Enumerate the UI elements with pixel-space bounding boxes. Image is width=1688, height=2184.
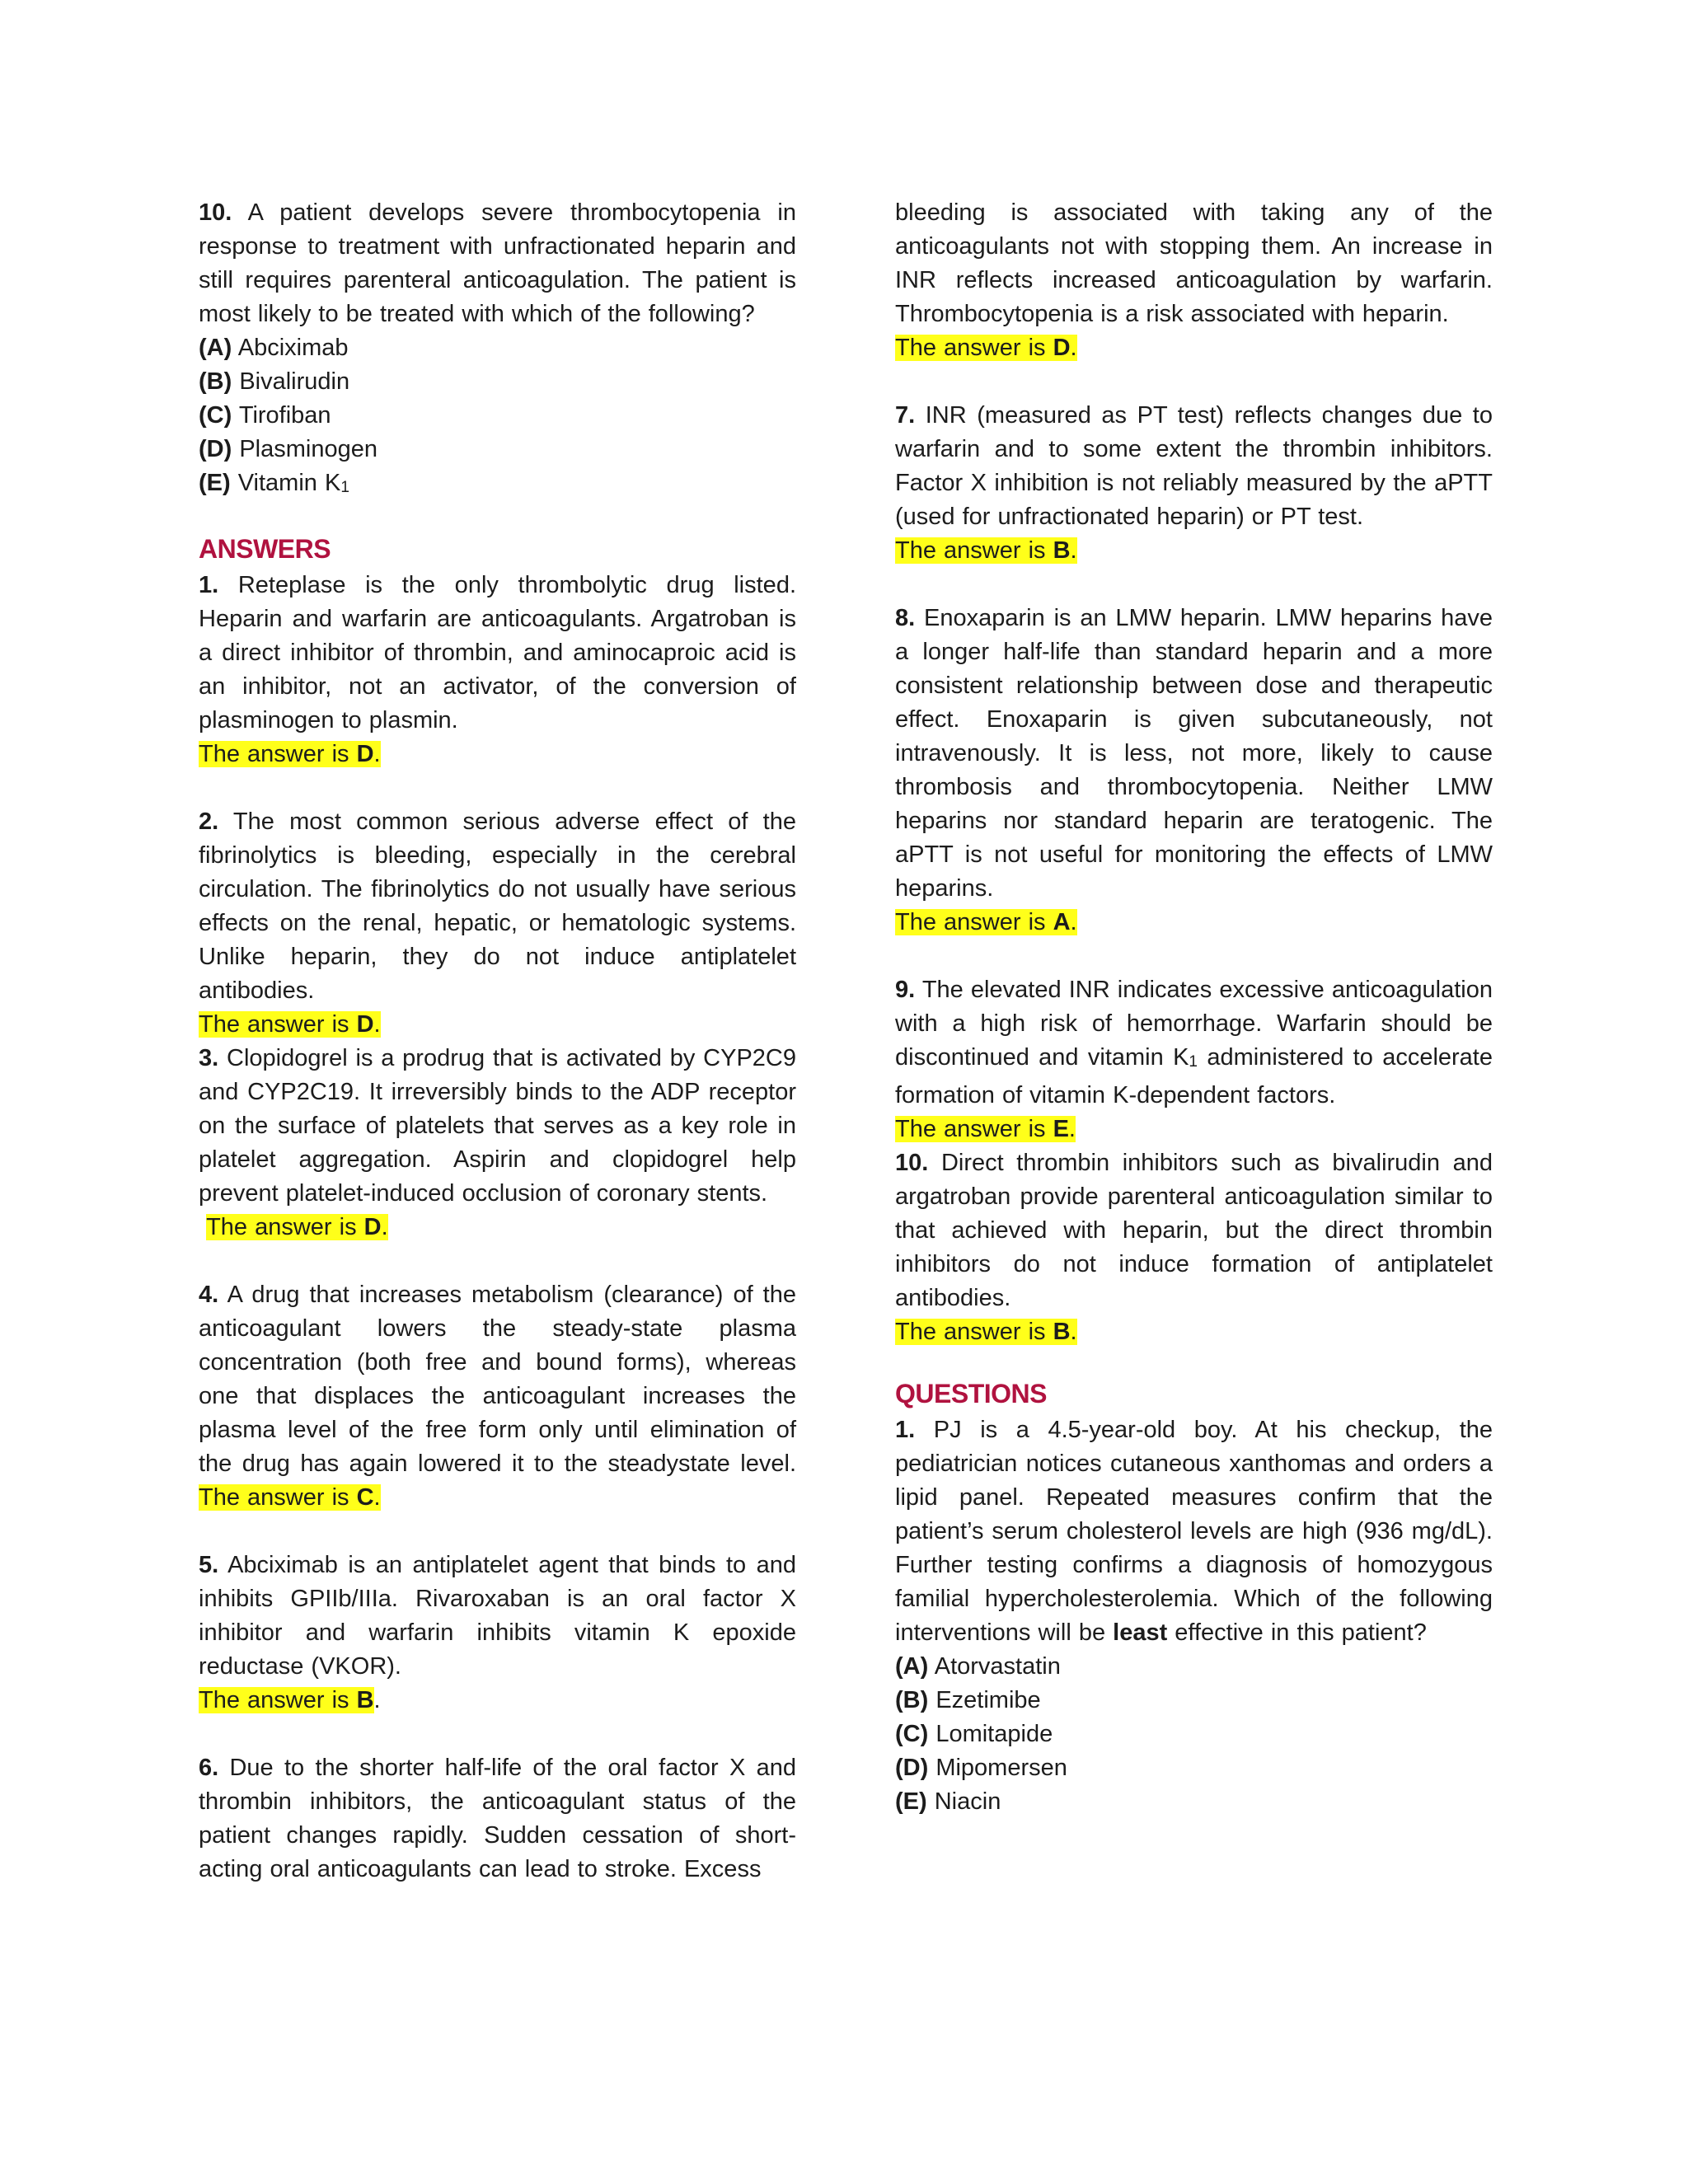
answer-highlight (199, 1484, 381, 1511)
answer-number: 2. (199, 808, 219, 835)
answer-highlight (895, 537, 1077, 564)
answer-number: 5. (199, 1552, 219, 1578)
answer-number: 9. (895, 977, 916, 1003)
answer-letter: A (1053, 909, 1071, 935)
answer-prefix: The answer is (206, 1214, 364, 1240)
answer-explanation: A drug that increases metabolism (clearance) of the anticoagulant lowers the steady-state plasma concentration (both free and bound forms), whereas one that displaces the anticoagulant increases the plasma level of the free form only until elimination of the drug has again lowered it to the steadystate level. (199, 1282, 796, 1477)
option-letter: (E) (895, 1788, 927, 1815)
answer-explanation: The elevated INR indicates excessive anticoagulation with a high risk of hemorrhage. Warfarin should be discontinued and vitamin K (895, 977, 1493, 1071)
answer-number: 10. (895, 1150, 929, 1176)
answer-explanation: INR (measured as PT test) reflects changes due to warfarin and to some extent the thrombin inhibitors. Factor X inhibition is not reliably measured by the aPTT (used for unfractionated heparin) or PT test. (895, 402, 1493, 530)
question-number: 1. (895, 1417, 916, 1443)
answer-highlight (895, 1319, 1077, 1345)
answer-3 (199, 1042, 796, 1211)
answer-suffix: . (373, 1484, 381, 1511)
answer-prefix: The answer is (895, 335, 1053, 361)
option-text: Bivalirudin (239, 368, 350, 395)
answer-7 (895, 399, 1493, 534)
option-text: Plasminogen (239, 436, 377, 462)
subscript: 1 (1189, 1053, 1198, 1071)
question-1 (895, 1413, 1493, 1650)
answer-letter: D (356, 741, 374, 767)
answer-line (199, 738, 796, 771)
option-c (895, 1718, 1493, 1751)
answer-explanation: Reteplase is the only thrombolytic drug listed. Heparin and warfarin are anticoagulants. Argatroban is a direct inhibitor of thrombin, and aminocaproic acid is an inhibitor, not an activator, of the conversion of plasminogen to plasmin. (199, 572, 797, 733)
answer-explanation: Clopidogrel is a prodrug that is activated by CYP2C9 and CYP2C19. It irreversibly binds to the ADP receptor on the surface of platelets that serves as a key role in platelet aggregation. Aspirin and clopidogrel help prevent platelet-induced occlusion of coronary stents. (199, 1045, 796, 1207)
option-c (199, 399, 796, 433)
answer-explanation: bleeding is associated with taking any of the anticoagulants not with stopping them. An increase in INR reflects increased anticoagulation by warfarin. Thrombocytopenia is a risk associated with heparin. (895, 199, 1493, 327)
answer-suffix: . (1068, 1116, 1076, 1142)
option-text: Mipomersen (935, 1755, 1067, 1781)
questions-heading: QUESTIONS (895, 1379, 1047, 1408)
option-e (895, 1785, 1493, 1819)
answer-letter: D (1053, 335, 1071, 361)
answer-number: 1. (199, 572, 219, 598)
option-letter: (B) (895, 1687, 929, 1713)
answer-suffix: . (1070, 335, 1077, 361)
option-text: Lomitapide (935, 1721, 1053, 1747)
answer-number: 3. (199, 1045, 219, 1071)
question-stem: A patient develops severe thrombocytopenia in response to treatment with unfractionated heparin and still requires parenteral anticoagulation. The patient is most likely to be treated with which of the following? (199, 199, 796, 327)
option-b (199, 365, 796, 399)
answer-explanation: Enoxaparin is an LMW heparin. LMW heparins have a longer half-life than standard heparin and a more consistent relationship between dose and therapeutic effect. Enoxaparin is given subcutaneously, not intravenously. It is less, not more, likely to cause thrombosis and thrombocytopenia. Neither LMW heparins nor standard heparin are teratogenic. The aPTT is not useful for monitoring the effects of LMW heparins. (895, 605, 1493, 902)
answer-line (895, 906, 1493, 940)
answer-prefix: The answer is (895, 537, 1053, 564)
answer-suffix: . (381, 1214, 388, 1240)
option-text: Atorvastatin (934, 1653, 1061, 1680)
option-letter: (C) (895, 1721, 929, 1747)
answer-suffix: . (373, 1011, 381, 1038)
answer-highlight (895, 335, 1077, 361)
option-text: Niacin (934, 1788, 1001, 1815)
answer-explanation: Due to the shorter half-life of the oral factor X and thrombin inhibitors, the anticoagulant status of the patient changes rapidly. Sudden cessation of short-acting oral anticoagulants can lead to stroke. Excess (199, 1755, 796, 1882)
option-d (895, 1751, 1493, 1785)
subscript: 1 (340, 479, 349, 496)
option-text: Vitamin K (237, 470, 341, 496)
answer-suffix: . (1070, 1319, 1077, 1345)
answer-6-continued (895, 196, 1493, 331)
question-1-options (895, 1650, 1493, 1819)
answer-letter: D (363, 1214, 382, 1240)
answer-line (895, 331, 1493, 365)
option-text: Tirofiban (238, 402, 331, 429)
answer-4 (199, 1278, 796, 1515)
option-b (895, 1684, 1493, 1718)
option-e (199, 466, 796, 504)
answer-6 (199, 1751, 796, 1886)
option-text: Abciximab (237, 335, 349, 361)
answer-highlight (199, 1011, 381, 1038)
option-text: Ezetimibe (935, 1687, 1041, 1713)
option-d (199, 433, 796, 466)
answer-2 (199, 805, 796, 1008)
question-stem-cont: effective in this patient? (1167, 1619, 1427, 1646)
answer-prefix: The answer is (895, 1116, 1053, 1142)
right-column (895, 196, 1493, 1819)
answer-letter: B (1053, 537, 1071, 564)
answer-prefix: The answer is (199, 1011, 357, 1038)
answer-10 (895, 1146, 1493, 1315)
option-a (895, 1650, 1493, 1684)
answer-suffix: . (1070, 909, 1077, 935)
answer-prefix: The answer is (895, 909, 1053, 935)
answer-prefix: The answer is (199, 1687, 357, 1713)
answer-letter: B (356, 1687, 374, 1713)
answer-explanation: Abciximab is an antiplatelet agent that binds to and inhibits GPIIb/IIIa. Rivaroxaban is an oral factor X inhibitor and warfarin inhibits vitamin K epoxide reductase (VKOR). (199, 1552, 796, 1680)
answer-explanation: Direct thrombin inhibitors such as bivalirudin and argatroban provide parenteral anticoagulation similar to that achieved with heparin, but the direct thrombin inhibitors do not induce formation of antiplatelet antibodies. (895, 1150, 1493, 1311)
answer-line (199, 1211, 796, 1244)
question-emphasis: least (1113, 1619, 1168, 1646)
answer-number: 8. (895, 605, 916, 631)
answer-suffix: . (373, 1687, 381, 1713)
option-letter: (D) (199, 436, 232, 462)
answer-highlight (199, 741, 381, 767)
answer-8 (895, 602, 1493, 906)
option-letter: (C) (199, 402, 232, 429)
question-stem: PJ is a 4.5-year-old boy. At his checkup, the pediatrician notices cutaneous xanthomas and orders a lipid panel. Repeated measures confirm that the patient’s serum cholesterol levels are high (936 mg/dL). Further testing confirms a diagnosis of homozygous familial hypercholesterolemia. Which of the following interventions will be (895, 1417, 1493, 1646)
answer-5 (199, 1549, 796, 1684)
answer-9 (895, 973, 1493, 1113)
answer-1 (199, 569, 796, 738)
answer-highlight (206, 1214, 388, 1240)
answers-heading: ANSWERS (199, 534, 331, 564)
option-letter: (E) (199, 470, 231, 496)
option-letter: (A) (199, 335, 232, 361)
option-letter: (D) (895, 1755, 929, 1781)
answer-prefix: The answer is (895, 1319, 1053, 1345)
left-column (199, 196, 796, 1886)
answer-number: 7. (895, 402, 916, 429)
question-number: 10. (199, 199, 232, 226)
answer-letter: E (1053, 1116, 1069, 1142)
answer-suffix: . (1070, 537, 1077, 564)
answer-highlight (199, 1687, 374, 1713)
answer-letter: B (1053, 1319, 1071, 1345)
answer-suffix: . (373, 741, 381, 767)
answer-explanation-cont: administered to accelerate formation of vitamin K-dependent factors. (895, 1044, 1493, 1108)
answer-line (895, 1315, 1493, 1349)
option-a (199, 331, 796, 365)
option-letter: (A) (895, 1653, 929, 1680)
question-10 (199, 196, 796, 331)
answer-number: 4. (199, 1282, 219, 1308)
answer-line (895, 1113, 1493, 1146)
answer-number: 6. (199, 1755, 219, 1781)
answer-letter: C (356, 1484, 374, 1511)
answer-highlight (895, 909, 1077, 935)
answer-explanation: The most common serious adverse effect of the fibrinolytics is bleeding, especially in the cerebral circulation. The fibrinolytics do not usually have serious effects on the renal, hepatic, or hematologic systems. Unlike heparin, they do not induce antiplatelet antibodies. (199, 808, 796, 1004)
answer-line (199, 1008, 796, 1042)
answer-highlight (895, 1116, 1076, 1142)
answer-line (895, 534, 1493, 568)
answer-prefix: The answer is (199, 741, 357, 767)
option-letter: (B) (199, 368, 232, 395)
answer-line (199, 1684, 796, 1718)
question-10-options (199, 331, 796, 504)
answer-letter: D (356, 1011, 374, 1038)
answer-prefix: The answer is (199, 1484, 357, 1511)
